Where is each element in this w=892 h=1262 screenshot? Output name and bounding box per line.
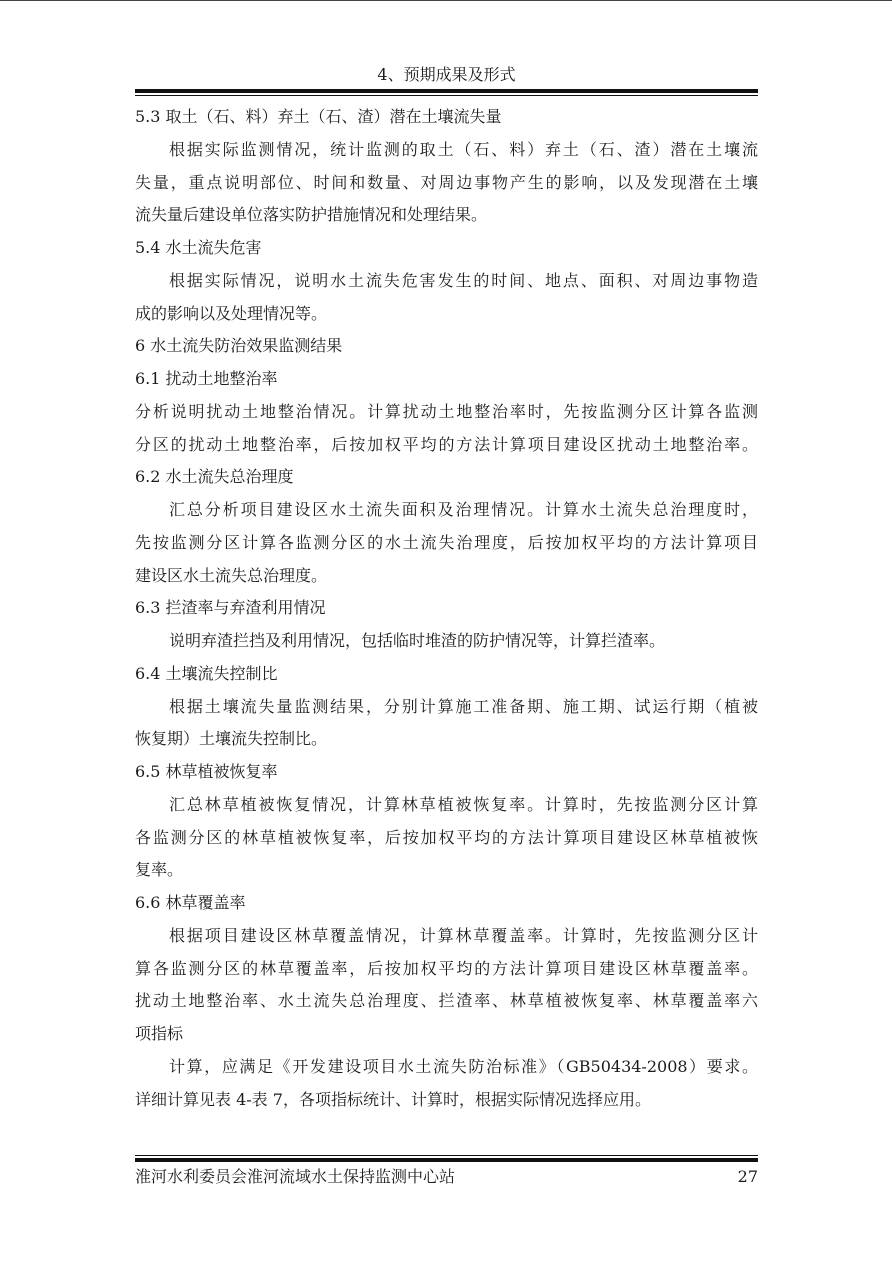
paragraph-line: 流失量后建设单位落实防护措施情况和处理结果。 [135, 205, 488, 225]
paragraph-line: 根据实际情况，说明水土流失危害发生的时间、地点、面积、对周边事物造 [169, 270, 758, 290]
paragraph-line: 根据土壤流失量监测结果，分别计算施工准备期、施工期、试运行期（植被 [169, 696, 758, 716]
paragraph-line: 详细计算见表 4-表 7，各项指标统计、计算时，根据实际情况选择应用。 [135, 1089, 651, 1109]
section-heading-6-1: 6.1 扰动土地整治率 [135, 369, 278, 388]
section-heading-6-5: 6.5 林草植被恢复率 [135, 762, 278, 781]
paragraph-line: 根据实际监测情况，统计监测的取土（石、料）弃土（石、渣）潜在土壤流 [169, 139, 758, 159]
paragraph-line: 恢复期）土壤流失控制比。 [135, 729, 328, 749]
section-heading-6-2: 6.2 水土流失总治理度 [135, 467, 294, 487]
page-number: 27 [737, 1167, 758, 1186]
footer-rule-thin [135, 1155, 758, 1156]
chapter-heading-6: 6 水土流失防治效果监测结果 [135, 336, 343, 356]
paragraph-line: 分区的扰动土地整治率，后按加权平均的方法计算项目建设区扰动土地整治率。 [135, 434, 758, 454]
paragraph-line: 汇总林草植被恢复情况，计算林草植被恢复率。计算时，先按监测分区计算 [169, 794, 758, 814]
paragraph-line: 分析说明扰动土地整治情况。计算扰动土地整治率时，先按监测分区计算各监测 [135, 401, 758, 421]
paragraph-line: 说明弃渣拦挡及利用情况，包括临时堆渣的防护情况等，计算拦渣率。 [169, 631, 666, 650]
section-heading-6-3: 6.3 拦渣率与弃渣利用情况 [135, 598, 326, 618]
page-top-edge [0, 0, 892, 1]
paragraph-line: 汇总分析项目建设区水土流失面积及治理情况。计算水土流失总治理度时， [169, 500, 758, 519]
paragraph-line: 各监测分区的林草植被恢复率，后按加权平均的方法计算项目建设区林草植被恢 [135, 827, 758, 847]
section-heading-5-4: 5.4 水土流失危害 [135, 238, 262, 257]
paragraph-line: 项指标 [135, 1024, 184, 1043]
paragraph-line: 复率。 [135, 860, 184, 880]
paragraph-line: 算各监测分区的林草覆盖率，后按加权平均的方法计算项目建设区林草覆盖率。 [135, 958, 758, 978]
section-heading-6-6: 6.6 林草覆盖率 [135, 893, 246, 912]
paragraph-line: 计算，应满足《开发建设项目水土流失防治标准》（GB50434-2008）要求。 [169, 1056, 758, 1076]
footer-organization: 淮河水利委员会淮河流域水土保持监测中心站 [135, 1167, 456, 1186]
paragraph-line: 根据项目建设区林草覆盖情况，计算林草覆盖率。计算时，先按监测分区计 [169, 925, 758, 945]
footer-rule-thick [135, 1158, 758, 1162]
section-heading-5-3: 5.3 取土（石、料）弃土（石、渣）潜在土壤流失量 [135, 107, 502, 126]
paragraph-line: 扰动土地整治率、水土流失总治理度、拦渣率、林草植被恢复率、林草覆盖率六 [135, 991, 758, 1011]
paragraph-line: 失量，重点说明部位、时间和数量、对周边事物产生的影响，以及发现潜在土壤 [135, 172, 758, 192]
paragraph-line: 成的影响以及处理情况等。 [135, 303, 328, 323]
header-rule-thin [135, 95, 758, 96]
paragraph-line: 建设区水土流失总治理度。 [135, 565, 328, 585]
page-body [135, 101, 758, 1116]
running-header-title: 4、预期成果及形式 [377, 65, 516, 84]
paragraph-line: 先按监测分区计算各监测分区的水土流失治理度，后按加权平均的方法计算项目 [135, 532, 758, 552]
section-heading-6-4: 6.4 土壤流失控制比 [135, 663, 278, 683]
header-rule-thick [135, 89, 758, 93]
